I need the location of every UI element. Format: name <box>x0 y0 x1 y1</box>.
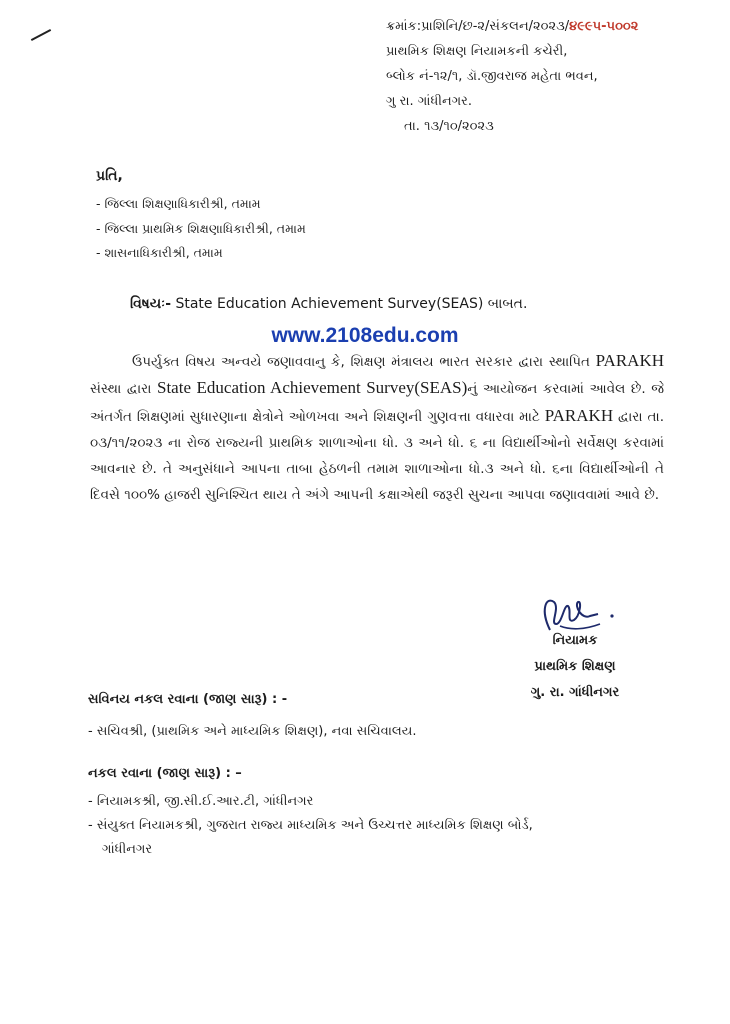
pen-mark <box>31 29 51 41</box>
body-seas: State Education Achievement Survey(SEAS) <box>157 378 468 398</box>
address-line-1: બ્લોક નં-૧૨/૧, ડૉ.જીવરાજ મહેતા ભવન, <box>386 69 598 84</box>
letter-body <box>90 348 664 509</box>
body-parakh: PARAKH <box>544 405 614 425</box>
reference-number <box>386 14 726 39</box>
copy-forwarded-item: - સંયુક્ત નિયામકશ્રી, ગુજરાત રાજ્ય માધ્યમિક અને ઉચ્ચત્તર માધ્યમિક શિક્ષણ બોર્ડ, <box>88 818 533 833</box>
recipient-item: - શાસનાધિકારીશ્રી, તમામ <box>96 245 223 260</box>
watermark-url: www.2108edu.com <box>271 324 459 347</box>
copy-with-respect-item: - સચિવશ્રી, (પ્રાથમિક અને માધ્યમિક શિક્ષણ), નવા સચિવાલય. <box>88 724 417 739</box>
recipient-item: - જિલ્લા પ્રાથમિક શિક્ષણાધિકારીશ્રી, તમામ <box>96 220 306 236</box>
copy-forwarded-title: નકલ રવાના (જાણ સારૂ) : – <box>88 766 242 781</box>
copy-forwarded-item: - નિયામકશ્રી, જી.સી.ઈ.આર.ટી, ગાંધીનગર <box>88 794 314 809</box>
body-part: સંસ્થા દ્વારા <box>90 381 157 398</box>
body-part: દ્વારા તા. ૦૩/૧૧/૨૦૨૩ ના રોજ રાજ્યની પ્રાથમિક શાળાઓના ધો. ૩ અને ધો. ૬ ના વિદ્યાર્થીઓનો સર્વેક્ષણ કરવામાં આવનાર છે. તે અનુસંધાને આપના તાબા હેઠળની તમામ શાળાઓના ધો.૩ અને ધો. ૬ના વિદ્યાર્થીઓની તે દિવસે ૧૦૦% હાજરી સુનિશ્ચિત થાય તે અંગે આપની કક્ષાએથી જરૂરી સુચના આપવા જણાવવામાં આવે છે. <box>90 408 664 504</box>
copy-forwarded-list <box>88 790 628 862</box>
recipients-list <box>96 192 306 266</box>
reference-prefix: ક્રમાંક:પ્રાશિનિ/છ-૨/સંકલન/૨૦૨૩/ <box>386 19 570 34</box>
subject-label: વિષયઃ- <box>130 296 172 312</box>
signatory-department: પ્રાથમિક શિક્ષણ <box>534 659 616 674</box>
subject-text: State Education Achievement Survey(SEAS) બાબત. <box>171 296 528 312</box>
body-part: ઉપર્યુક્ત વિષય અન્વયે જણાવવાનુ કે, શિક્ષણ મંત્રાલય ભારત સરકાર દ્વારા સ્થાપિત <box>132 354 596 370</box>
letter-header <box>386 14 726 139</box>
copy-with-respect-title: સવિનય નકલ રવાના (જાણ સારૂ) : - <box>88 692 288 707</box>
subject-line <box>130 296 527 312</box>
copy-forwarded-item-continuation: ગાંધીનગર <box>102 842 153 857</box>
letter-date: તા. ૧૩/૧૦/૨૦૨૩ <box>404 119 494 134</box>
recipients-label: પ્રતિ, <box>96 168 123 184</box>
office-name: પ્રાથમિક શિક્ષણ નિયામકની કચેરી, <box>386 44 568 59</box>
body-part: નું આયોજન કરવામાં આવેલ છે. જે અંતર્ગત શિક્ષણમાં સુધારણાના ક્ષેત્રોને ઓળખવા અને શિક્ષણની ગુણવત્તા વધારવા માટે <box>90 381 664 425</box>
reference-handwritten-number: ૪૯૯૫-૫૦૦૨ <box>569 19 639 34</box>
address-line-2: ગુ રા. ગાંધીનગર. <box>386 94 473 109</box>
signatory-title: નિયામક <box>552 633 598 648</box>
body-parakh: PARAKH <box>595 351 664 370</box>
signatory-place: ગુ. રા. ગાંધીનગર <box>530 685 620 700</box>
recipient-item: - જિલ્લા શિક્ષણાધિકારીશ્રી, તમામ <box>96 196 261 211</box>
signatory-block <box>500 628 650 706</box>
